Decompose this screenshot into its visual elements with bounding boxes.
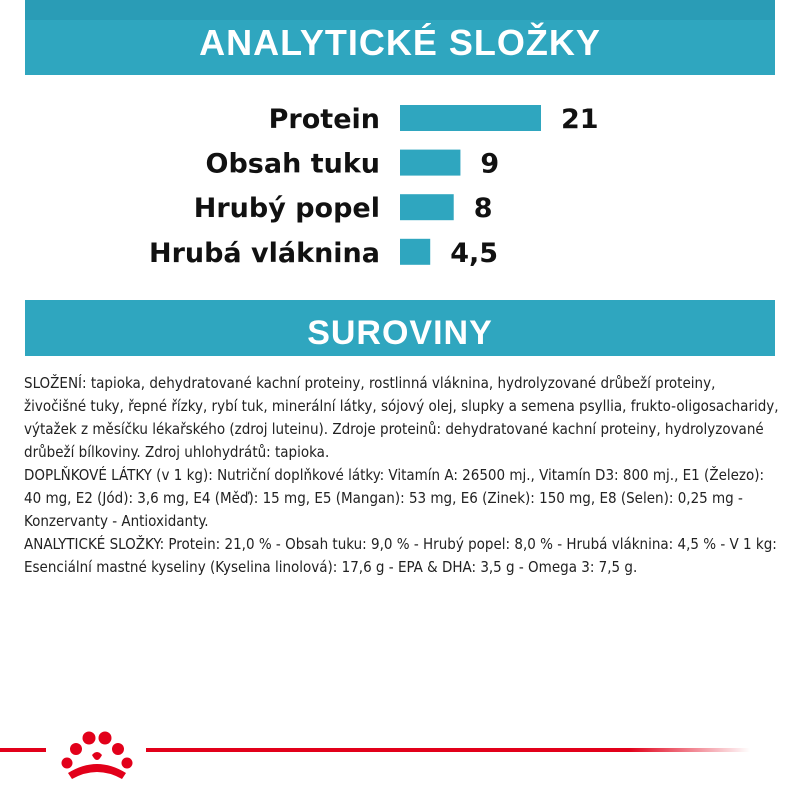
banner-title: ANALYTICKÉ SLOŽKY — [199, 21, 601, 63]
composition-paragraph: SLOŽENÍ: tapioka, dehydratované kachní proteiny, rostlinná vláknina, hydrolyzované drůbeží proteiny, živočišné tuky, řepné řízky, rybí tuk, minerální látky, sójový olej, slupky a semena psyllia, frukto-oligosacharidy, výtažek z měsíčku lékařského (zdroj luteinu). Zdroje proteinů: dehydratované kachní proteiny, hydrolyzované drůbeží bílkoviny. Zdroj uhlohydrátů: tapioka. — [24, 374, 779, 461]
value-label: 9 — [480, 148, 500, 180]
ingredients-title: SUROVINY — [307, 313, 493, 352]
bar — [400, 239, 430, 265]
value-label: 8 — [473, 193, 493, 225]
bar — [400, 150, 460, 176]
category-label: Hrubá vláknina — [148, 237, 380, 269]
bar — [400, 105, 541, 131]
bar — [400, 194, 454, 220]
category-label: Obsah tuku — [205, 148, 380, 180]
category-label: Protein — [268, 104, 380, 135]
footer-red-line-left — [0, 748, 46, 752]
ingredients-banner — [25, 300, 775, 356]
ingredients-text — [24, 372, 779, 579]
value-label: 21 — [561, 104, 599, 135]
footer-red-line-right — [146, 748, 750, 752]
additives-paragraph: DOPLŇKOVÉ LÁTKY (v 1 kg): Nutriční doplňkové látky: Vitamín A: 26500 mj., Vitamín D3: 800 mj., E1 (Železo): 40 mg, E2 (Jód): 3,6 mg, E4 (Měď): 15 mg, E5 (Mangan): 53 mg, E6 (Zinek): 150 mg, E8 (Selen): 0,25 mg - Konzervanty - Antioxidanty. — [24, 466, 765, 530]
royal-canin-crown-icon — [52, 725, 142, 780]
nutrient-bar-chart — [0, 90, 800, 280]
brand-footer — [0, 725, 800, 785]
analytical-paragraph: ANALYTICKÉ SLOŽKY: Protein: 21,0 % - Obsah tuku: 9,0 % - Hrubý popel: 8,0 % - Hrubá vláknina: 4,5 % - V 1 kg: Esenciální mastné kyseliny (Kyselina linolová): 17,6 g - EPA & DHA: 3,5 g - Omega 3: 7,5 g. — [24, 535, 777, 576]
value-label: 4,5 — [450, 237, 499, 269]
category-label: Hrubý popel — [193, 193, 380, 225]
analytical-components-banner — [25, 0, 775, 75]
